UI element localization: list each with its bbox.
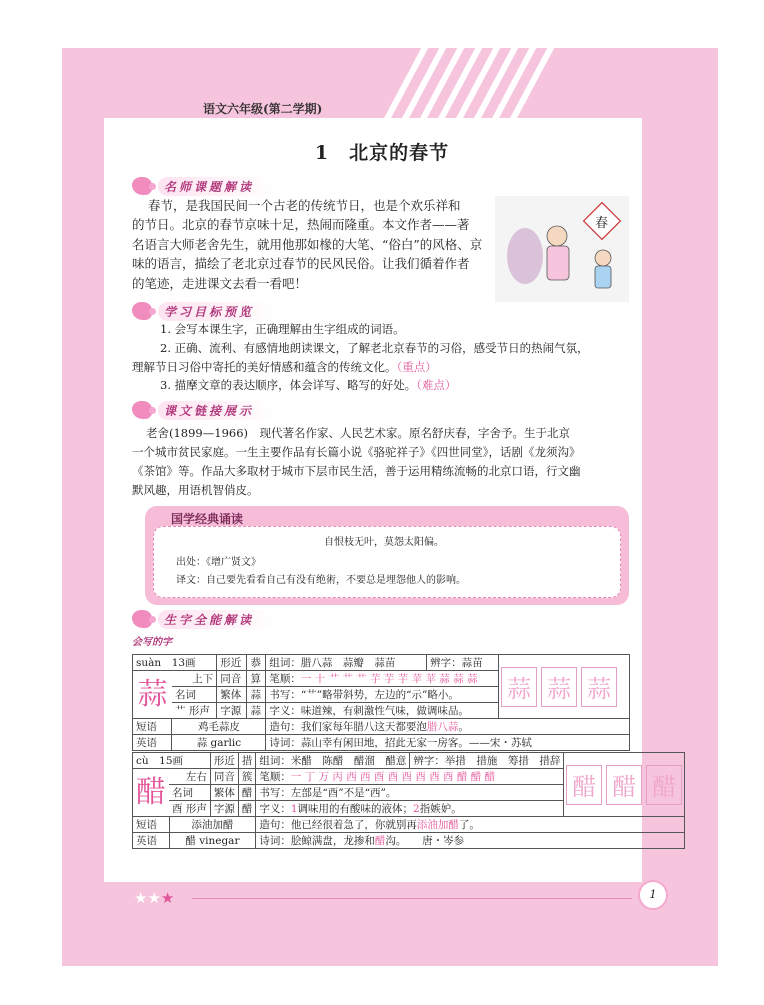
- sub-header-write: 会写的字: [132, 637, 172, 648]
- book-title: 语文六年级(第二学期): [203, 102, 323, 116]
- lesson-title: 1 北京的春节: [314, 142, 450, 164]
- char-card-suan: suàn 13画 形近 恭 组词：腊八蒜 蒜瓣 蒜苗 辨字：蒜苗 蒜 蒜 蒜 蒜 上下 同音 算 笔顺：一 十 艹 艹 艹 芋 芋 芋 苹 苹 蒜 蒜 蒜 名词 繁体 蒜 书写：“艹”略带斜势，左边的“示”略小。 艹 形声 字源 蒜 字义：味道辣，有刺激性气味，做调味品。 短语 鸡毛蒜皮 造句：我们家每年腊八这天都要泡腊八蒜。 英语 蒜 garlic 诗词：蒜山幸有闲田地，招此无家一房客。——宋・苏轼: [132, 654, 630, 751]
- intro-lines: 的节日。北京的春节京味十足，热闹而隆重。本文作者——著 名语言大师老舍先生，就用他那如椽的大笔、“俗白”的风格、京 味的语言，描绘了老北京过春节的民风民俗。让我们循着作者 的笔迹，走进课文去看一看吧！: [132, 217, 483, 291]
- stroke-order: 笔顺：一 丁 万 丙 西 西 酉 酉 酉 酉 酉 酉 醋 醋 醋: [256, 769, 564, 785]
- author-lines: 一个城市贫民家庭。一生主要作品有长篇小说《骆驼祥子》《四世同堂》，话剧《龙须沟》 《茶馆》等。作品大多取材于城市下层市民生活，善于运用精练流畅的北京口语，行文幽 默风趣，用语机智俏皮。: [132, 445, 581, 497]
- section-label: 课文链接展示: [158, 401, 276, 420]
- footer-divider: [192, 898, 632, 899]
- deer-icon: [132, 401, 152, 419]
- classic-quote: 自恨枝无叶，莫怨太阳偏。: [324, 537, 444, 548]
- practice-grid: 蒜 蒜 蒜: [501, 667, 627, 707]
- classic-title: 国学经典诵读: [171, 512, 244, 526]
- classic-reading-box: [145, 506, 629, 605]
- big-char: 蒜: [133, 671, 172, 719]
- section-label: 学习目标预览: [158, 302, 276, 321]
- char-card-cu: cù 15画 形近 措 组词：米醋 陈醋 醋溜 醋意 辨字：举措 措施 筹措 措辞 醋 醋 醋 醋 左右 同音 簇 笔顺：一 丁 万 丙 西 西 酉 酉 酉 酉 酉 酉 醋 醋 醋 名词 繁体 醋 书写：左部是“酉”不是“西”。 酉 形声 字源 醋 字义：1调味用的有酸味的液体；2指嫉妒。 短语 添油加醋 造句：他已经很着急了，你就别再添油加醋了。 英语 醋 vinegar 诗词：脍鲸满盘，龙掺和醋沟。 唐・岑参: [132, 752, 685, 849]
- practice-grid: 醋 醋 醋: [566, 765, 682, 805]
- author-line-1: 老舍(1899—1966) 现代著名作家、人民艺术家。原名舒庆春，字舍予。生于北京: [146, 426, 571, 440]
- goal-2: 2. 正确、流利、有感情地朗读课文，了解老北京春节的习俗，感受节日的热闹气氛，: [160, 341, 589, 355]
- page-number: 1: [638, 880, 668, 910]
- star-icon: ★: [147, 889, 161, 907]
- stroke-order: 笔顺：一 十 艹 艹 艹 芋 芋 芋 苹 苹 蒜 蒜 蒜: [266, 671, 499, 687]
- star-icon: ★: [160, 889, 175, 907]
- deer-icon: [132, 302, 152, 320]
- spring-festival-illustration: [495, 196, 629, 302]
- classic-inner: [153, 526, 621, 598]
- intro-paragraph: 春节，是我国民间一个古老的传统节日，也是个欢乐祥和: [148, 198, 461, 213]
- section-header-goals: [132, 300, 276, 322]
- spring-char: 春: [595, 216, 609, 231]
- big-char: 醋: [133, 769, 170, 817]
- goal-2-cont: 理解节日习俗中寄托的美好情感和蕴含的传统文化。（重点）: [132, 360, 437, 374]
- star-icon: ★: [134, 889, 148, 907]
- deer-icon: [132, 610, 152, 628]
- goal-3: 3. 描摩文章的表达顺序，体会详写、略写的好处。（难点）: [160, 378, 457, 392]
- classic-translation: 译文：自己要先看看自己有没有绝術，不要总是埋怨他人的影响。: [176, 575, 466, 586]
- section-label: 名师课题解读: [158, 177, 276, 196]
- rating-stars: [134, 889, 174, 907]
- classic-source: 出处：《增广贤文》: [176, 557, 261, 568]
- goal-1: 1. 会写本课生字，正确理解由生字组成的词语。: [160, 322, 405, 336]
- section-label: 生字全能解读: [158, 610, 276, 629]
- deer-icon: [132, 177, 152, 195]
- section-header-chars: [132, 608, 276, 630]
- section-header-author: [132, 399, 276, 421]
- section-header-intro: [132, 175, 276, 197]
- header-stripes: [380, 48, 680, 120]
